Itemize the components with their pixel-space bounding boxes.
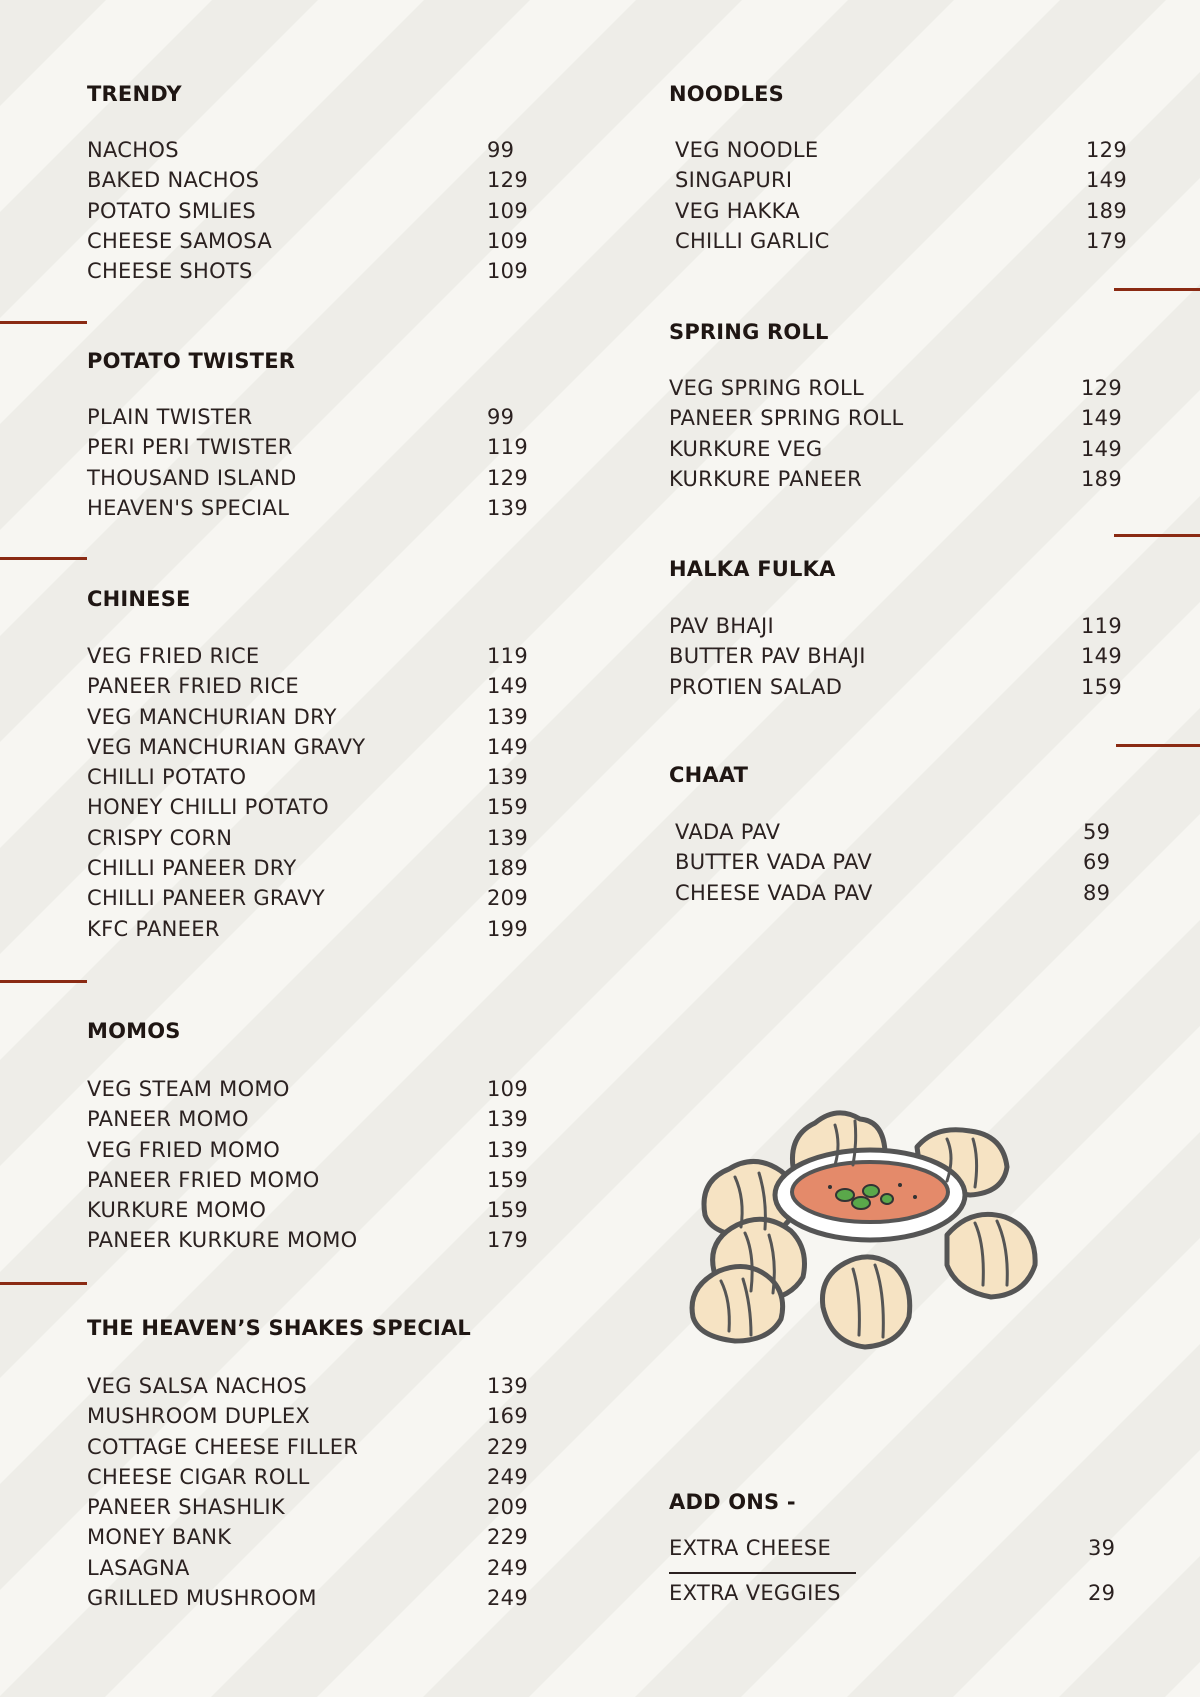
menu-item-price: 139	[487, 1137, 528, 1162]
item-list	[669, 373, 1129, 494]
menu-item	[87, 1583, 567, 1613]
accent-divider	[0, 321, 87, 324]
menu-item-price: 129	[487, 465, 528, 490]
menu-item	[87, 641, 547, 671]
menu-item-price: 119	[487, 435, 528, 460]
item-list	[675, 817, 1135, 908]
menu-section-halka-fulka	[669, 557, 1129, 702]
menu-item	[87, 402, 547, 432]
menu-item	[87, 883, 547, 913]
item-list	[87, 1074, 547, 1256]
item-list	[669, 611, 1129, 702]
menu-item-name: MONEY BANK	[87, 1525, 232, 1550]
menu-item-price: 99	[487, 405, 515, 429]
menu-item-name: VEG MANCHURIAN DRY	[87, 704, 337, 729]
item-list	[87, 641, 547, 944]
menu-item-name: KURKURE VEG	[669, 436, 823, 461]
section-title: NOODLES	[669, 82, 784, 106]
menu-item	[675, 847, 1135, 877]
menu-item	[87, 1195, 547, 1225]
menu-item-price: 149	[487, 734, 528, 759]
menu-item-price: 199	[487, 916, 528, 941]
menu-item-name: PANEER SPRING ROLL	[669, 406, 904, 431]
menu-item-price: 159	[1081, 674, 1122, 699]
menu-item-price: 139	[487, 704, 528, 729]
menu-item-name: MUSHROOM DUPLEX	[87, 1404, 311, 1429]
menu-item-price: 139	[487, 1107, 528, 1132]
menu-item-price: 189	[1081, 466, 1122, 491]
menu-item	[87, 762, 547, 792]
menu-item-name: CHEESE CIGAR ROLL	[87, 1464, 310, 1489]
section-title: HALKA FULKA	[669, 557, 836, 581]
menu-item-name: COTTAGE CHEESE FILLER	[87, 1434, 359, 1459]
accent-divider	[0, 980, 87, 983]
menu-item	[87, 1135, 547, 1165]
menu-item	[87, 1492, 567, 1522]
menu-item-name: POTATO SMLIES	[87, 198, 256, 223]
menu-item-price: 249	[487, 1555, 528, 1580]
menu-item-name: PANEER FRIED MOMO	[87, 1167, 320, 1192]
menu-item-name: VEG SPRING ROLL	[669, 376, 865, 400]
menu-item	[87, 493, 547, 523]
menu-section-trendy	[87, 82, 547, 286]
menu-item-name: BUTTER VADA PAV	[675, 850, 873, 875]
menu-item-name: EXTRA VEGGIES	[669, 1581, 841, 1605]
menu-item	[87, 1522, 567, 1552]
menu-item-price: 39	[1088, 1536, 1116, 1560]
menu-item-name: VADA PAV	[675, 820, 781, 844]
menu-item-price: 169	[487, 1404, 528, 1429]
menu-item-name: VEG FRIED RICE	[87, 644, 260, 668]
menu-section-chaat	[669, 763, 1129, 908]
item-list	[675, 135, 1135, 256]
menu-item	[669, 434, 1129, 464]
menu-item	[87, 226, 547, 256]
menu-item-price: 29	[1088, 1581, 1116, 1605]
menu-item	[675, 196, 1135, 226]
menu-item	[87, 165, 547, 195]
menu-item-price: 139	[487, 495, 528, 520]
menu-item-name: PLAIN TWISTER	[87, 405, 253, 429]
add-ons-underline	[669, 1572, 856, 1574]
menu-item	[87, 1165, 547, 1195]
menu-item-price: 149	[1081, 436, 1122, 461]
menu-item-name: PROTIEN SALAD	[669, 674, 843, 699]
menu-item	[87, 1401, 567, 1431]
menu-item-name: BUTTER PAV BHAJI	[669, 644, 866, 669]
accent-divider	[0, 1282, 87, 1285]
menu-item	[87, 702, 547, 732]
menu-item	[87, 1371, 567, 1401]
menu-item	[87, 1104, 547, 1134]
menu-item-price: 129	[487, 168, 528, 193]
momo-plate-illustration	[685, 1095, 1065, 1350]
menu-item-price: 139	[487, 765, 528, 790]
menu-item-name: CHILLI POTATO	[87, 765, 247, 790]
menu-item-price: 159	[487, 795, 528, 820]
menu-section-add-ons	[669, 1490, 1129, 1623]
menu-item-price: 139	[487, 825, 528, 850]
menu-item-price: 149	[1081, 644, 1122, 669]
menu-section-noodles	[669, 82, 1129, 256]
menu-item-price: 249	[487, 1586, 528, 1611]
menu-item-name: PANEER MOMO	[87, 1107, 249, 1132]
section-title: SPRING ROLL	[669, 320, 829, 344]
menu-item	[87, 432, 547, 462]
menu-item-price: 89	[1083, 880, 1111, 905]
menu-item-name: NACHOS	[87, 138, 179, 162]
menu-section-chinese	[87, 587, 547, 944]
item-list	[87, 402, 547, 523]
menu-item-name: KURKURE MOMO	[87, 1198, 267, 1223]
menu-item	[87, 853, 547, 883]
menu-item-name: HEAVEN'S SPECIAL	[87, 495, 290, 520]
menu-item-name: VEG NOODLE	[675, 138, 819, 162]
menu-item-price: 189	[1086, 198, 1127, 223]
menu-item	[669, 464, 1129, 494]
menu-section-potato-twister	[87, 349, 547, 523]
menu-item	[675, 226, 1135, 256]
menu-item-price: 229	[487, 1434, 528, 1459]
menu-item-name: VEG HAKKA	[675, 198, 800, 223]
menu-item	[675, 878, 1135, 908]
menu-item-name: HONEY CHILLI POTATO	[87, 795, 329, 820]
menu-item-name: CHILLI PANEER DRY	[87, 856, 297, 881]
accent-divider	[1116, 744, 1200, 747]
menu-item-price: 209	[487, 886, 528, 911]
menu-item	[87, 671, 547, 701]
menu-item-name: EXTRA CHEESE	[669, 1536, 832, 1560]
menu-item-price: 119	[1081, 614, 1122, 638]
accent-divider	[1114, 288, 1200, 291]
menu-item-name: VEG MANCHURIAN GRAVY	[87, 734, 366, 759]
menu-item	[669, 611, 1129, 641]
section-title: THE HEAVEN’S SHAKES SPECIAL	[87, 1316, 472, 1340]
menu-item-name: KFC PANEER	[87, 916, 220, 941]
section-title: ADD ONS -	[669, 1490, 796, 1514]
section-title: TRENDY	[87, 82, 182, 106]
menu-item-price: 109	[487, 1077, 528, 1101]
menu-item-name: CHEESE SHOTS	[87, 259, 253, 284]
menu-item-name: SINGAPURI	[675, 168, 793, 193]
menu-item-name: PANEER SHASHLIK	[87, 1495, 285, 1520]
menu-item-price: 149	[1086, 168, 1127, 193]
menu-item	[87, 792, 547, 822]
menu-item-price: 99	[487, 138, 515, 162]
menu-item-price: 119	[487, 644, 528, 668]
menu-section-momos	[87, 1019, 547, 1256]
menu-item-name: CHILLI GARLIC	[675, 228, 830, 253]
menu-item-name: CRISPY CORN	[87, 825, 233, 850]
accent-divider	[1114, 534, 1200, 537]
menu-item-price: 59	[1083, 820, 1111, 844]
menu-item	[87, 256, 547, 286]
menu-item-name: CHEESE VADA PAV	[675, 880, 873, 905]
menu-item	[87, 1462, 567, 1492]
menu-item-name: BAKED NACHOS	[87, 168, 260, 193]
menu-item	[675, 165, 1135, 195]
item-list	[669, 1533, 1129, 1623]
menu-item	[87, 914, 547, 944]
menu-item-price: 229	[487, 1525, 528, 1550]
menu-item-name: THOUSAND ISLAND	[87, 465, 297, 490]
menu-item-name: CHEESE SAMOSA	[87, 228, 272, 253]
menu-item-price: 179	[487, 1228, 528, 1253]
item-list	[87, 135, 547, 286]
item-list	[87, 1371, 567, 1613]
menu-item-price: 249	[487, 1464, 528, 1489]
menu-item	[87, 823, 547, 853]
menu-item-name: GRILLED MUSHROOM	[87, 1586, 317, 1611]
menu-item-price: 109	[487, 198, 528, 223]
menu-item	[669, 1578, 1129, 1623]
menu-item	[87, 1432, 567, 1462]
menu-item	[87, 135, 547, 165]
menu-item-price: 189	[487, 856, 528, 881]
menu-item-price: 159	[487, 1167, 528, 1192]
menu-item	[669, 373, 1129, 403]
menu-item	[87, 196, 547, 226]
menu-item-name: KURKURE PANEER	[669, 466, 863, 491]
menu-item	[87, 1225, 547, 1255]
menu-item-price: 179	[1086, 228, 1127, 253]
menu-item	[87, 1553, 567, 1583]
menu-item-price: 149	[487, 674, 528, 699]
menu-item-name: CHILLI PANEER GRAVY	[87, 886, 326, 911]
menu-item-name: VEG SALSA NACHOS	[87, 1374, 307, 1398]
menu-item	[669, 641, 1129, 671]
menu-item	[675, 135, 1135, 165]
menu-item	[87, 732, 547, 762]
menu-item-price: 129	[1081, 376, 1122, 400]
menu-item	[87, 463, 547, 493]
menu-item-price: 159	[487, 1198, 528, 1223]
menu-item	[675, 817, 1135, 847]
menu-item-name: PAV BHAJI	[669, 614, 775, 638]
menu-item	[87, 1074, 547, 1104]
menu-section-spring-roll	[669, 320, 1129, 494]
menu-item-price: 109	[487, 259, 528, 284]
menu-item-name: VEG FRIED MOMO	[87, 1137, 281, 1162]
menu-item-name: VEG STEAM MOMO	[87, 1077, 290, 1101]
section-title: CHAAT	[669, 763, 749, 787]
menu-item-name: PANEER FRIED RICE	[87, 674, 299, 699]
menu-item-price: 129	[1086, 138, 1127, 162]
menu-item-price: 139	[487, 1374, 528, 1398]
menu-item	[669, 403, 1129, 433]
menu-item-price: 69	[1083, 850, 1111, 875]
menu-section-shakes-special	[87, 1316, 567, 1613]
menu-item	[669, 672, 1129, 702]
menu-item-name: LASAGNA	[87, 1555, 190, 1580]
menu-item-name: PERI PERI TWISTER	[87, 435, 293, 460]
menu-item-name: PANEER KURKURE MOMO	[87, 1228, 358, 1253]
section-title: POTATO TWISTER	[87, 349, 296, 373]
accent-divider	[0, 557, 87, 560]
menu-item-price: 149	[1081, 406, 1122, 431]
menu-item-price: 209	[487, 1495, 528, 1520]
section-title: CHINESE	[87, 587, 191, 611]
menu-item-price: 109	[487, 228, 528, 253]
section-title: MOMOS	[87, 1019, 181, 1043]
